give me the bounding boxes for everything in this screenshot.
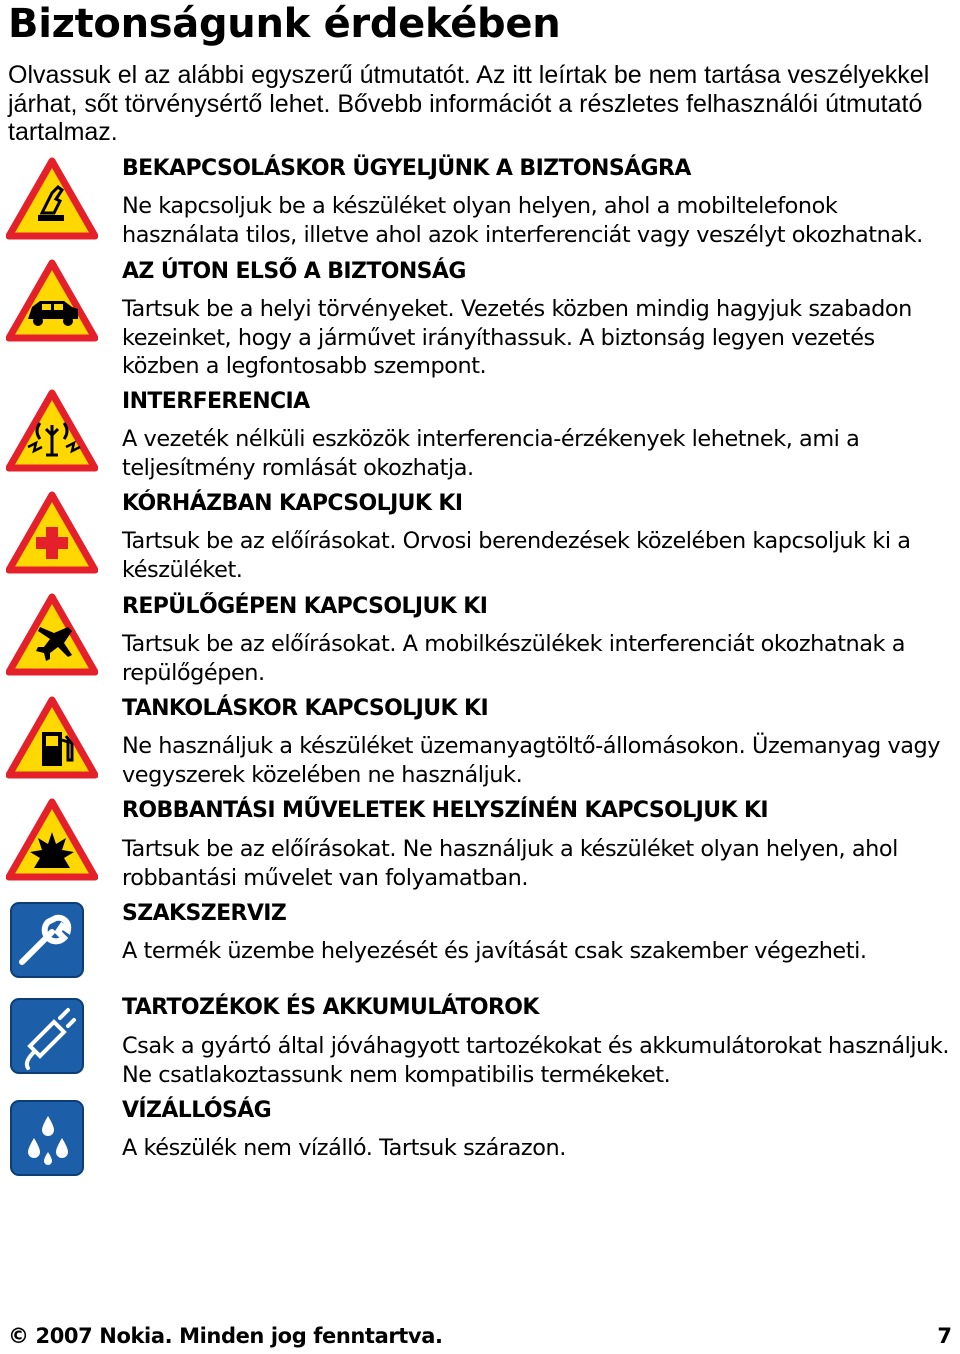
fuel-pump-warning-icon xyxy=(6,696,98,780)
car-warning-icon xyxy=(6,259,98,343)
hand-switch-warning-icon xyxy=(6,157,98,241)
section-text: Ne kapcsoljuk be a készüléket olyan helyen, ahol a mobiltelefonok használata tilos, illetve ahol azok interferenciát vagy veszélyt okozhatnak. xyxy=(122,193,923,248)
section-title: SZAKSZERVIZ xyxy=(122,901,287,926)
wrench-service-icon xyxy=(8,900,86,980)
section-text: Tartsuk be az előírásokat. Ne használjuk a készüléket olyan helyen, ahol robbantási művelet van folyamatban. xyxy=(122,836,898,891)
intro-paragraph: Olvassuk el az alábbi egyszerű útmutatót. Az itt leírtak be nem tartása veszélyekkel járhat, sőt törvénysértő lehet. Bővebb információt a részletes felhasználói útmutató tartalmaz. xyxy=(8,61,930,146)
section-title: VÍZÁLLÓSÁG xyxy=(122,1098,272,1123)
section-title: ROBBANTÁSI MŰVELETEK HELYSZÍNÉN KAPCSOLJUK KI xyxy=(122,798,768,823)
hospital-cross-warning-icon xyxy=(6,491,98,575)
section-title: TANKOLÁSKOR KAPCSOLJUK KI xyxy=(122,696,489,721)
page-number: 7 xyxy=(937,1324,952,1348)
section-title: REPÜLŐGÉPEN KAPCSOLJUK KI xyxy=(122,594,488,619)
section-title: BEKAPCSOLÁSKOR ÜGYELJÜNK A BIZTONSÁGRA xyxy=(122,156,691,181)
airplane-warning-icon xyxy=(6,593,98,677)
section-text: A készülék nem vízálló. Tartsuk szárazon. xyxy=(122,1135,566,1161)
section-text: A vezeték nélküli eszközök interferencia-érzékenyek lehetnek, ami a teljesítmény romlását okozhatja. xyxy=(122,426,860,481)
section-text: Tartsuk be az előírásokat. Orvosi berendezések közelében kapcsoljuk ki a készüléket. xyxy=(122,528,911,583)
section-title: AZ ÚTON ELSŐ A BIZTONSÁG xyxy=(122,259,466,284)
footer-copyright: © 2007 Nokia. Minden jog fenntartva. xyxy=(8,1324,443,1348)
page-title: Biztonságunk érdekében xyxy=(8,1,561,47)
interference-warning-icon xyxy=(6,389,98,473)
section-title: INTERFERENCIA xyxy=(122,389,310,414)
section-text: Tartsuk be a helyi törvényeket. Vezetés közben mindig hagyjuk szabadon kezeinket, hogy a járművet irányíthassuk. A biztonság legyen vezetés közben a legfontosabb szempont. xyxy=(122,296,912,379)
connector-plug-icon xyxy=(8,996,86,1076)
section-text: Ne használjuk a készüléket üzemanyagtöltő-állomásokon. Üzemanyag vagy vegyszerek közelében ne használjuk. xyxy=(122,733,941,788)
water-drops-icon xyxy=(8,1098,86,1178)
section-title: KÓRHÁZBAN KAPCSOLJUK KI xyxy=(122,491,463,516)
section-text: Tartsuk be az előírásokat. A mobilkészülékek interferenciát okozhatnak a repülőgépen. xyxy=(122,631,905,686)
explosion-warning-icon xyxy=(6,798,98,882)
section-title: TARTOZÉKOK ÉS AKKUMULÁTOROK xyxy=(122,995,539,1020)
section-text: Csak a gyártó által jóváhagyott tartozékokat és akkumulátorokat használjuk. Ne csatlakoztassunk nem kompatibilis termékeket. xyxy=(122,1033,950,1088)
section-text: A termék üzembe helyezését és javítását csak szakember végezheti. xyxy=(122,938,867,964)
